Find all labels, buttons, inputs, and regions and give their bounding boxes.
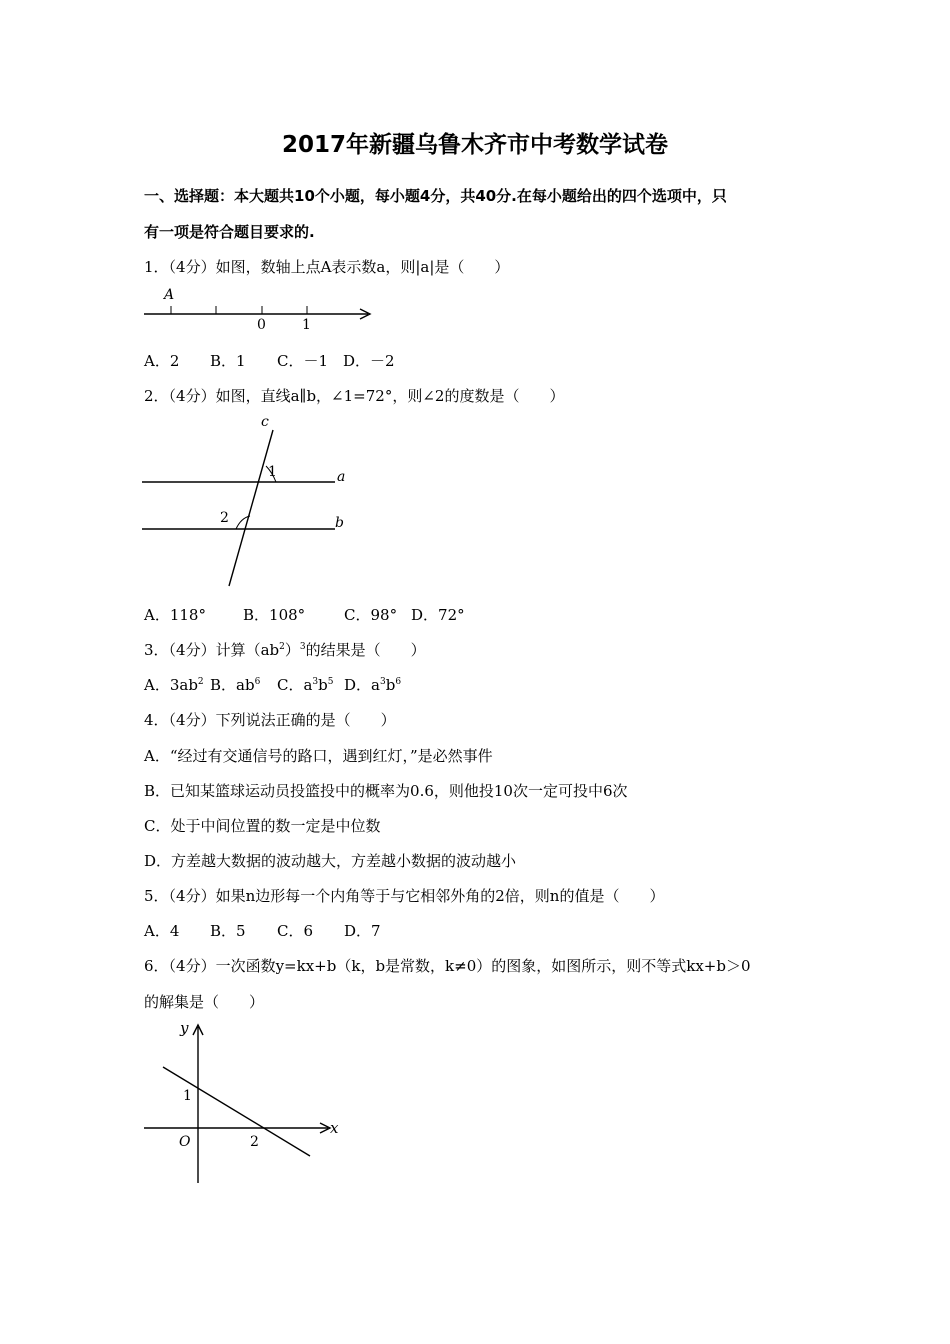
section-header-line2: 有一项是符合题目要求的. bbox=[144, 223, 315, 241]
q4-stem: 4．（4分）下列说法正确的是（ ） bbox=[144, 711, 396, 729]
q5-option-a[interactable]: A．4 bbox=[144, 922, 180, 940]
q6-linear-function-graph bbox=[140, 1015, 350, 1187]
x-axis-label: x bbox=[330, 1119, 339, 1137]
q4-option-d[interactable]: D．方差越大数据的波动越大，方差越小数据的波动越小 bbox=[144, 852, 517, 870]
q3-option-a[interactable]: A．$3ab^2$ bbox=[144, 676, 204, 694]
q1-number-line-figure bbox=[140, 285, 380, 337]
q3-options bbox=[144, 675, 401, 695]
page-title: 2017年新疆乌鲁木齐市中考数学试卷 bbox=[281, 132, 668, 158]
q2-option-b[interactable]: B．108° bbox=[243, 606, 306, 624]
angle-1-label: 1 bbox=[268, 464, 277, 480]
q6-stem-line2: 的解集是（ ） bbox=[144, 993, 265, 1011]
q2-option-a[interactable]: A．118° bbox=[144, 606, 206, 624]
section-header-line1: 一、选择题：本大题共10个小题，每小题4分，共40分.在每小题给出的四个选项中，只 bbox=[144, 187, 727, 205]
point-a-label: A bbox=[164, 287, 175, 303]
q3-option-d[interactable]: D．$a^3b^6$ bbox=[344, 676, 402, 694]
line-b-label: b bbox=[335, 515, 344, 531]
q4-option-c[interactable]: C．处于中间位置的数一定是中位数 bbox=[144, 817, 381, 835]
q3-option-c[interactable]: C．$a^3b^5$ bbox=[277, 676, 334, 694]
q4-option-b[interactable]: B．已知某篮球运动员投篮投中的概率为0.6，则他投10次一定可投中6次 bbox=[144, 782, 628, 800]
q5-options bbox=[144, 921, 381, 941]
y-intercept-label: 1 bbox=[183, 1088, 192, 1104]
q2-options bbox=[144, 605, 465, 625]
q2-option-c[interactable]: C．98° bbox=[344, 606, 398, 624]
q1-options bbox=[144, 351, 395, 371]
origin-label: O bbox=[179, 1134, 191, 1150]
q6-stem-line1: 6．（4分）一次函数y=kx+b（k，b是常数，k≠0）的图象，如图所示，则不等式kx+b＞0 bbox=[144, 957, 751, 975]
q2-option-d[interactable]: D．72° bbox=[411, 606, 465, 624]
x-intercept-label: 2 bbox=[250, 1134, 259, 1150]
y-axis-label: y bbox=[180, 1019, 189, 1037]
q3-stem: 3．（4分）计算$(ab^2)^3$的结果是（ ） bbox=[144, 641, 426, 659]
q5-option-c[interactable]: C．6 bbox=[277, 922, 314, 940]
q1-option-b[interactable]: B．1 bbox=[210, 352, 246, 370]
q2-parallel-lines-figure bbox=[140, 410, 360, 592]
angle-2-label: 2 bbox=[220, 510, 229, 526]
tick-1-label: 1 bbox=[302, 317, 311, 333]
q2-stem: 2．（4分）如图，直线a∥b，∠1=72°，则∠2的度数是（ ） bbox=[144, 387, 565, 405]
q1-stem: 1．（4分）如图，数轴上点A表示数a，则|a|是（ ） bbox=[144, 258, 510, 276]
q1-option-a[interactable]: A．2 bbox=[144, 352, 180, 370]
q5-stem: 5．（4分）如果n边形每一个内角等于与它相邻外角的2倍，则n的值是（ ） bbox=[144, 887, 665, 905]
q3-option-b[interactable]: B．$ab^6$ bbox=[210, 676, 261, 694]
q5-option-d[interactable]: D．7 bbox=[344, 922, 381, 940]
tick-0-label: 0 bbox=[257, 317, 266, 333]
q4-option-a[interactable]: A．“经过有交通信号的路口，遇到红灯，”是必然事件 bbox=[144, 747, 493, 765]
q5-option-b[interactable]: B．5 bbox=[210, 922, 246, 940]
q1-option-c[interactable]: C．－1 bbox=[277, 352, 329, 370]
q1-option-d[interactable]: D．－2 bbox=[343, 352, 395, 370]
line-a-label: a bbox=[337, 469, 346, 485]
line-c-label: c bbox=[261, 414, 269, 430]
transversal-c bbox=[229, 430, 273, 586]
